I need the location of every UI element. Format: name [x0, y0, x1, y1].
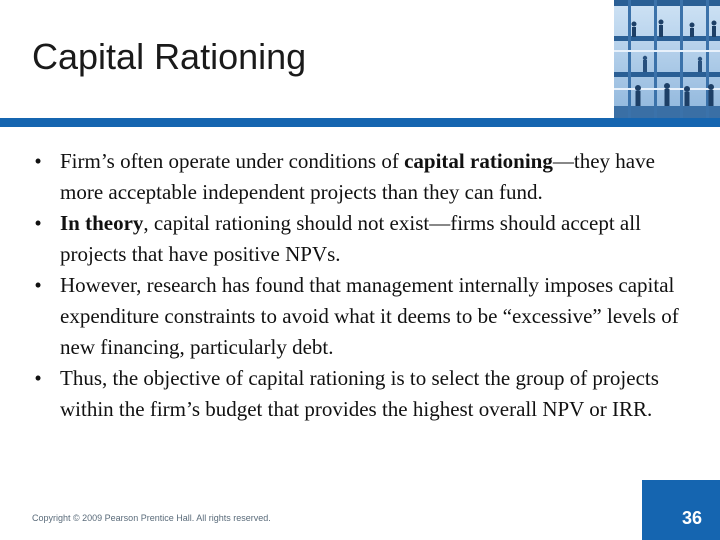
title-rule [0, 118, 720, 127]
bullet-text: , capital rationing should not exist—firms should accept all projects that have positive NPVs. [60, 211, 641, 266]
page-number-box [642, 480, 720, 540]
page-number: 36 [681, 508, 702, 528]
bullet-bold-term: capital rationing [404, 149, 553, 173]
people-walkway-image [614, 0, 720, 118]
bullet-dot: • [34, 149, 42, 173]
slide-title: Capital Rationing [32, 36, 307, 77]
title-area [0, 0, 720, 118]
bullet-text: Firm’s often operate under conditions of [60, 149, 405, 173]
bullet-item [28, 146, 696, 208]
header-photo [614, 0, 720, 118]
bullet-dot: • [34, 211, 42, 235]
bullet-dot: • [34, 273, 42, 297]
bullet-text: Thus, the objective of capital rationing is to select the group of projects within the firm’s budget that provides the highest overall NPV or IRR. [60, 366, 659, 421]
bullet-list [28, 146, 696, 425]
bullet-bold-term: In theory [60, 211, 144, 235]
copyright-footer: Copyright © 2009 Pearson Prentice Hall. All rights reserved. [32, 513, 271, 523]
bullet-text: —they have more acceptable independent projects than they can fund. [60, 149, 655, 204]
bullet-text: However, research has found that management internally imposes capital expenditure constraints to avoid what it deems to be “excessive” levels of new financing, particularly debt. [60, 273, 679, 359]
bullet-item [28, 208, 696, 270]
bullet-dot: • [34, 366, 42, 390]
bullet-item [28, 270, 696, 363]
bullet-item [28, 363, 696, 425]
